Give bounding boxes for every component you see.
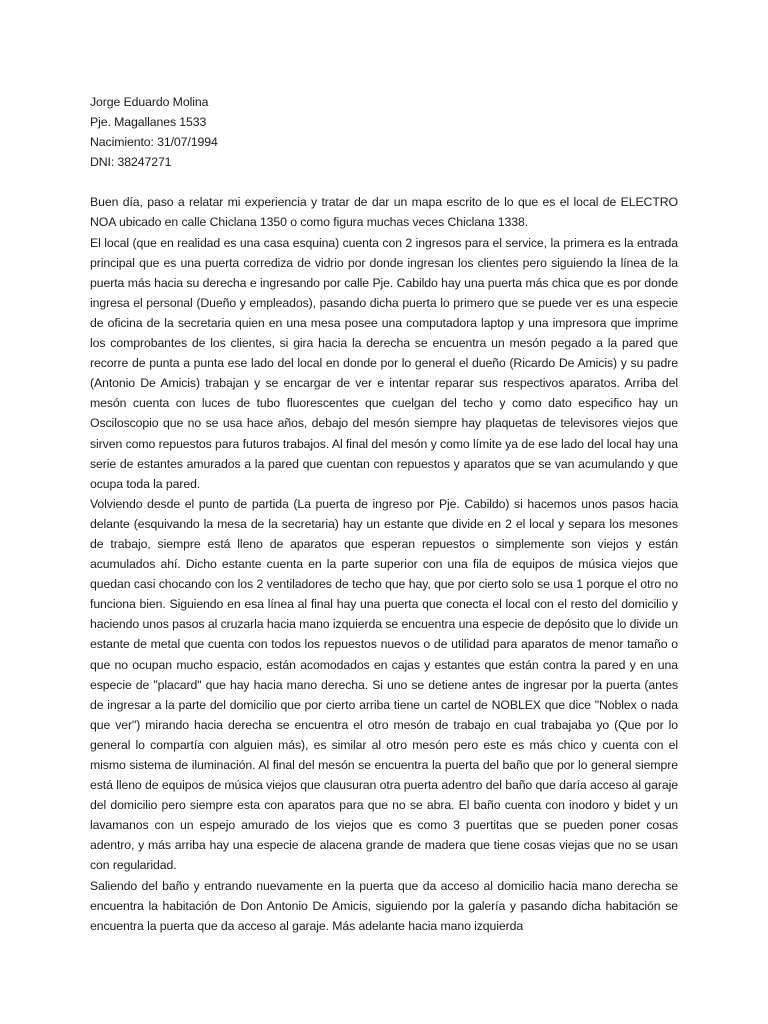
sender-address: Pje. Magallanes 1533: [90, 115, 207, 130]
document-page: [90, 92, 678, 936]
paragraph-local-entrance: El local (que en realidad es una casa esquina) cuenta con 2 ingresos para el service, la primera es la entrada principal que es una puerta corrediza de vidrio por donde ingresan los clientes pero siguiendo la línea de la puerta más hacia su derecha e ingresando por calle Pje. Cabildo hay una puerta más chica que es por donde ingresa el personal (Dueño y empleados), pasando dicha puerta lo primero que se puede ver es una especie de oficina de la secretaria quien en una mesa posee una computadora laptop y una impresora que imprime los comprobantes de los clientes, si gira hacia la derecha se encuentra un mesón pegado a la pared que recorre de punta a punta ese lado del local en donde por lo general el dueño (Ricardo De Amicis) y su padre (Antonio De Amicis) trabajan y se encargar de ver e intentar reparar sus respectivos aparatos. Arriba del mesón cuenta con luces de tubo fluorescentes que cuelgan del techo y como dato especifico hay un Osciloscopio que no se usa hace años, debajo del mesón siempre hay plaquetas de televisores viejos que sirven como repuestos para futuros trabajos. Al final del mesón y como límite ya de ese lado del local hay una serie de estantes amurados a la pared que cuentan con repuestos y aparatos que se van acumulando y que ocupa toda la pared.: [90, 235, 678, 491]
sender-dni: DNI: 38247271: [90, 155, 172, 170]
sender-birth-date: Nacimiento: 31/07/1994: [90, 135, 218, 150]
sender-info: [90, 92, 678, 172]
paragraph-workbench-shelves: Volviendo desde el punto de partida (La puerta de ingreso por Pje. Cabildo) si hacemos unos pasos hacia delante (esquivando la mesa de la secretaria) hay un estante que divide en 2 el local y separa los mesones de trabajo, siempre está lleno de aparatos que esperan repuestos o simplemente son viejos y están acumulados ahí. Dicho estante cuenta en la parte superior con una fila de equipos de música viejos que quedan casi chocando con los 2 ventiladores de techo que hay, que por cierto solo se usa 1 porque el otro no funciona bien. Siguiendo en esa línea al final hay una puerta que conecta el local con el resto del domicilio y haciendo unos pasos al cruzarla hacia mano izquierda se encuentra una especie de depósito que lo divide un estante de metal que cuenta con todos los repuestos nuevos o de utilidad para aparatos de menor tamaño o que no ocupan mucho espacio, están acomodados en cajas y estantes que están contra la pared y en una especie de "placard" que hay hacia mano derecha. Si uno se detiene antes de ingresar por la puerta (antes de ingresar a la parte del domicilio que por cierto arriba tiene un cartel de NOBLEX que dice "Noblex o nada que ver") mirando hacia derecha se encuentra el otro mesón de trabajo en cual trabajaba yo (Que por lo general lo compartía con alguien más), es similar al otro mesón pero este es más chico y cuenta con el mismo sistema de iluminación. Al final del mesón se encuentra la puerta del baño que por lo general siempre está lleno de equipos de música viejos que clausuran otra puerta adentro del baño que daría acceso al garaje del domicilio pero siempre esta con aparatos para que no se abra. El baño cuenta con inodoro y bidet y un lavamanos con un espejo amurado de los viejos que es como 3 puertitas que se pueden poner cosas adentro, y más arriba hay una especie de alacena grande de madera que tiene cosas viejas que no se usan con regularidad.: [90, 496, 678, 873]
sender-name: Jorge Eduardo Molina: [90, 95, 209, 109]
paragraph-hallway: Saliendo del baño y entrando nuevamente en la puerta que da acceso al domicilio hacia mano derecha se encuentra la habitación de Don Antonio De Amicis, siguiendo por la galería y pasando dicha habitación se encuentra la puerta que da acceso al garaje. Más adelante hacia mano izquierda: [90, 878, 678, 933]
paragraph-intro: Buen día, paso a relatar mi experiencia y tratar de dar un mapa escrito de lo que es el local de ELECTRO NOA ubicado en calle Chiclana 1350 o como figura muchas veces Chiclana 1338.: [90, 195, 678, 230]
